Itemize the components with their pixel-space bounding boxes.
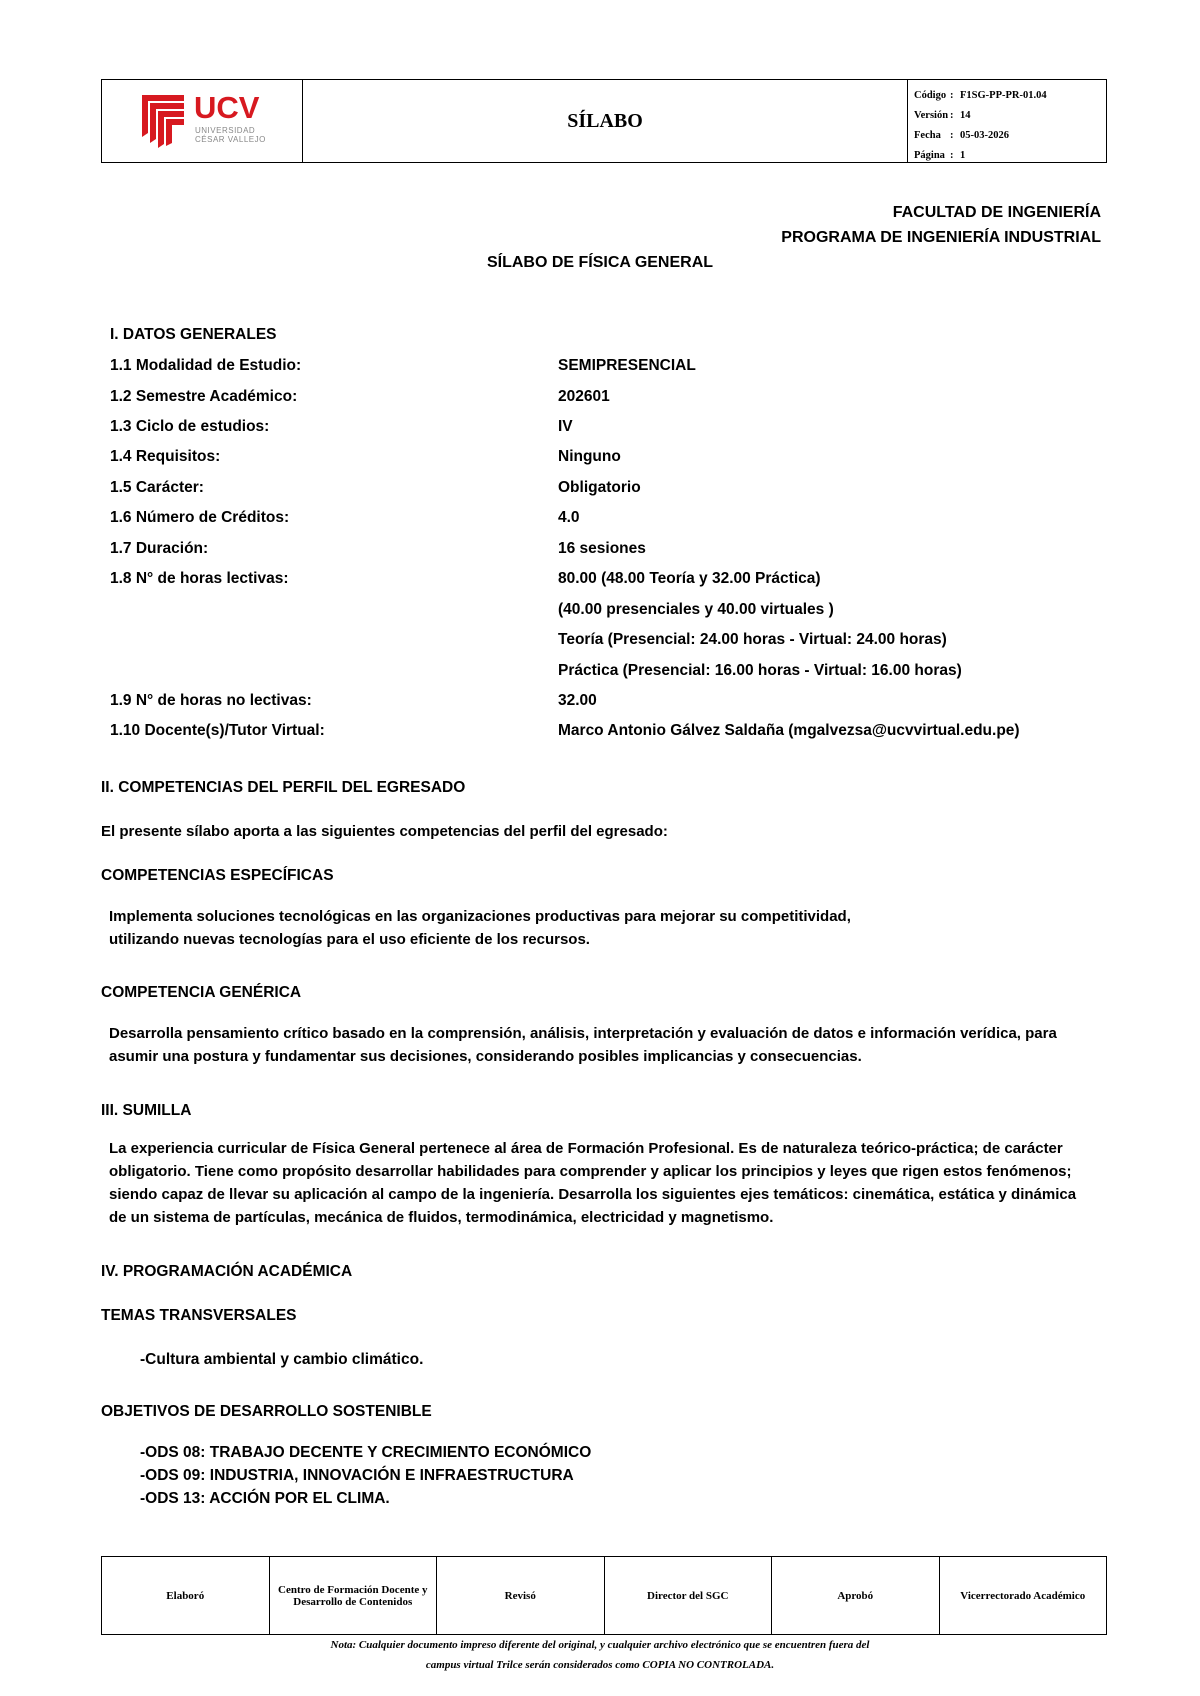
logo-wordmark: UCV [194,90,260,125]
datos-value: IV [558,418,573,435]
logo-subtitle-line-2: CÉSAR VALLEJO [195,135,266,144]
datos-label: 1.5 Carácter: [110,479,204,496]
ods-heading: OBJETIVOS DE DESARROLLO SOSTENIBLE [101,1403,432,1420]
generica-text [109,1022,1099,1068]
datos-value: 80.00 (48.00 Teoría y 32.00 Práctica) [558,570,821,587]
meta-label: Fecha [914,130,941,141]
generica-heading: COMPETENCIA GENÉRICA [101,984,302,1001]
logo-cell [102,80,303,162]
meta-label: Página [914,150,945,161]
datos-label: 1.4 Requisitos: [110,448,221,465]
footer-note-line: campus virtual Trilce serán considerados como COPIA NO CONTROLADA. [425,1659,775,1671]
sumilla-line: obligatorio. Tiene como propósito desarrollar habilidades para comprender y aplicar los principios y leyes que rigen estos fenómenos; [109,1163,1072,1180]
ods-list [140,1441,591,1510]
approval-footer [101,1556,1107,1635]
document-title: SÍLABO DE FÍSICA GENERAL [486,254,714,271]
datos-label: 1.3 Ciclo de estudios: [110,418,270,435]
datos-value: 16 sesiones [558,540,646,557]
sumilla-text [109,1137,1099,1229]
datos-label: 1.9 N° de horas no lectivas: [110,692,312,709]
footer-note-line: Nota: Cualquier documento impreso diferente del original, y cualquier archivo electrónico que se encuentren fuera del [330,1639,870,1651]
meta-row [914,86,1106,106]
datos-value: Práctica (Presencial: 16.00 horas - Virtual: 16.00 horas) [558,662,962,679]
sumilla-line: de un sistema de partículas, mecánica de fluidos, termodinámica, electricidad y magnetismo. [109,1209,774,1226]
ucv-logo-icon [140,93,186,148]
datos-label: 1.7 Duración: [110,540,209,557]
footer-cell: Director del SGC [605,1557,773,1634]
datos-label: 1.6 Número de Créditos: [110,509,290,526]
header-title: SÍLABO [303,80,908,162]
generica-line: Desarrolla pensamiento crítico basado en la comprensión, análisis, interpretación y evaluación de datos e información verídica, para [109,1025,1057,1042]
ods-item: -ODS 09: INDUSTRIA, INNOVACIÓN E INFRAESTRUCTURA [140,1467,574,1484]
meta-value: F1SG-PP-PR-01.04 [960,90,1047,101]
meta-row [914,106,1106,126]
footer-cell: Elaboró [102,1557,270,1634]
datos-value: Ninguno [558,448,621,465]
ods-item: -ODS 13: ACCIÓN POR EL CLIMA. [140,1490,390,1507]
especificas-heading: COMPETENCIAS ESPECÍFICAS [101,867,334,884]
meta-separator: : [950,90,954,101]
generica-line: asumir una postura y fundamentar sus decisiones, considerando posibles implicancias y consecuencias. [109,1048,862,1065]
logo-subtitle [195,126,266,144]
meta-label: Versión [914,110,949,121]
datos-value: 202601 [558,388,610,405]
datos-value: Obligatorio [558,479,641,496]
program-name: PROGRAMA DE INGENIERÍA INDUSTRIAL [781,229,1101,246]
meta-value: 14 [960,110,971,121]
especificas-text [109,905,1099,951]
meta-separator: : [950,150,954,161]
temas-item: -Cultura ambiental y cambio climático. [140,1351,424,1368]
section-heading-competencias: II. COMPETENCIAS DEL PERFIL DEL EGRESADO [101,779,466,796]
datos-value: 32.00 [558,692,597,709]
ods-item: -ODS 08: TRABAJO DECENTE Y CRECIMIENTO ECONÓMICO [140,1444,592,1461]
especificas-line: utilizando nuevas tecnologías para el uso eficiente de los recursos. [109,931,590,948]
meta-value: 05-03-2026 [960,130,1009,141]
section-heading-datos: I. DATOS GENERALES [110,326,277,343]
meta-separator: : [950,110,954,121]
meta-label: Código [914,90,947,101]
datos-value: SEMIPRESENCIAL [558,357,696,374]
datos-label: 1.2 Semestre Académico: [110,388,298,405]
datos-value: 4.0 [558,509,580,526]
logo-subtitle-line-1: UNIVERSIDAD [195,126,256,135]
document-meta [908,80,1106,162]
footer-cell: Vicerrectorado Académico [960,1589,1086,1602]
sumilla-line: siendo capaz de llevar su aplicación al campo de la ingeniería. Desarrolla los siguientes ejes temáticos: cinemática, estática y dinámica [109,1186,1077,1203]
section-heading-sumilla: III. SUMILLA [101,1102,192,1119]
datos-label: 1.1 Modalidad de Estudio: [110,357,302,374]
meta-value: 1 [960,150,966,161]
meta-row [914,126,1106,146]
datos-label: 1.10 Docente(s)/Tutor Virtual: [110,722,325,739]
temas-heading: TEMAS TRANSVERSALES [101,1307,297,1324]
competencias-intro: El presente sílabo aporta a las siguientes competencias del perfil del egresado: [101,823,668,840]
faculty-name: FACULTAD DE INGENIERÍA [892,204,1101,221]
datos-label: 1.8 N° de horas lectivas: [110,570,289,587]
footer-cell: Centro de Formación Docente y Desarrollo de Contenidos [270,1557,438,1634]
datos-value: Teoría (Presencial: 24.00 horas - Virtual: 24.00 horas) [558,631,947,648]
sumilla-line: La experiencia curricular de Física General pertenece al área de Formación Profesional. Es de naturaleza teórico-práctica; de carácter [109,1140,1063,1157]
meta-row [914,146,1106,166]
document-header [101,79,1107,163]
meta-separator: : [950,130,954,141]
footer-note [0,1635,1200,1675]
especificas-line: Implementa soluciones tecnológicas en las organizaciones productivas para mejorar su competitividad, [109,908,851,925]
footer-cell: Aprobó [772,1557,940,1634]
footer-cell: Revisó [437,1557,605,1634]
datos-value: (40.00 presenciales y 40.00 virtuales ) [558,601,834,618]
section-heading-programacion: IV. PROGRAMACIÓN ACADÉMICA [101,1263,353,1280]
datos-value: Marco Antonio Gálvez Saldaña (mgalvezsa@ucvvirtual.edu.pe) [558,722,1020,739]
